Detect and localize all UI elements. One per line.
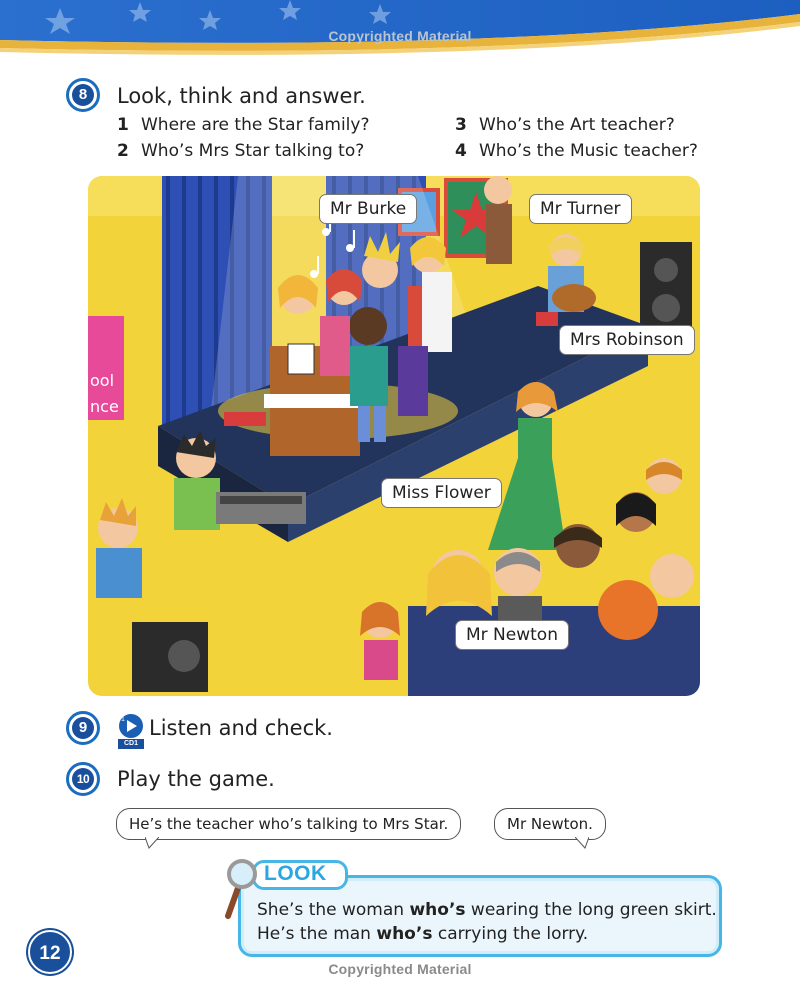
- label-mrs-robinson: Mrs Robinson: [559, 325, 695, 355]
- audio-track-icon[interactable]: [118, 714, 144, 748]
- look-sentence-2: [257, 924, 588, 944]
- track-number: 1: [121, 716, 125, 723]
- question-number: 4: [455, 141, 467, 161]
- speech-bubble-answer-text: Mr Newton.: [507, 815, 593, 833]
- exercise-9-number: 9: [72, 717, 94, 739]
- label-mr-turner: Mr Turner: [529, 194, 632, 224]
- question-number: 1: [117, 115, 129, 135]
- copyright-notice-bottom: Copyrighted Material: [328, 961, 472, 977]
- question-text: Who’s the Music teacher?: [479, 141, 698, 161]
- speech-tail-icon: [575, 837, 589, 849]
- cd-label: CD1: [118, 739, 144, 749]
- question-text: Who’s the Art teacher?: [479, 115, 675, 135]
- look-sentence-2-keyword: who’s: [376, 924, 433, 944]
- question-2: [117, 141, 364, 161]
- question-1: [117, 115, 369, 135]
- look-sentence-1: [257, 900, 717, 920]
- play-icon: [127, 720, 137, 732]
- exercise-9-heading: Listen and check.: [149, 716, 333, 740]
- look-sentence-1-start: She’s the woman: [257, 900, 410, 920]
- poster-text-1: ool: [90, 371, 115, 390]
- speech-bubble-question: [116, 808, 461, 840]
- label-mr-newton: Mr Newton: [455, 620, 569, 650]
- page-number: 12: [28, 930, 72, 974]
- exercise-9-badge: [66, 711, 100, 745]
- exercise-8-heading: Look, think and answer.: [117, 84, 366, 108]
- look-sentence-2-end: carrying the lorry.: [432, 924, 589, 944]
- poster-text-2: nce: [90, 397, 119, 416]
- look-sentence-1-end: wearing the long green skirt.: [465, 900, 717, 920]
- exercise-8-number: 8: [72, 84, 94, 106]
- question-4: [455, 141, 698, 161]
- look-sentence-2-start: He’s the man: [257, 924, 377, 944]
- copyright-notice-top: Copyrighted Material: [328, 28, 472, 44]
- question-number: 3: [455, 115, 467, 135]
- label-mr-burke: Mr Burke: [319, 194, 417, 224]
- look-title: LOOK: [264, 862, 327, 885]
- exercise-10-number: 10: [72, 768, 94, 790]
- speech-bubble-answer: [494, 808, 606, 840]
- speech-tail-icon: [145, 837, 159, 849]
- school-concert-illustration: [88, 176, 700, 696]
- speech-bubble-question-text: He’s the teacher who’s talking to Mrs Star.: [129, 815, 449, 833]
- magnifying-glass-icon: [224, 858, 258, 920]
- question-3: [455, 115, 675, 135]
- exercise-10-heading: Play the game.: [117, 767, 275, 791]
- exercise-8-badge: [66, 78, 100, 112]
- exercise-10-badge: [66, 762, 100, 796]
- label-miss-flower: Miss Flower: [381, 478, 502, 508]
- question-text: Where are the Star family?: [141, 115, 370, 135]
- question-text: Who’s Mrs Star talking to?: [141, 141, 365, 161]
- look-sentence-1-keyword: who’s: [409, 900, 466, 920]
- question-number: 2: [117, 141, 129, 161]
